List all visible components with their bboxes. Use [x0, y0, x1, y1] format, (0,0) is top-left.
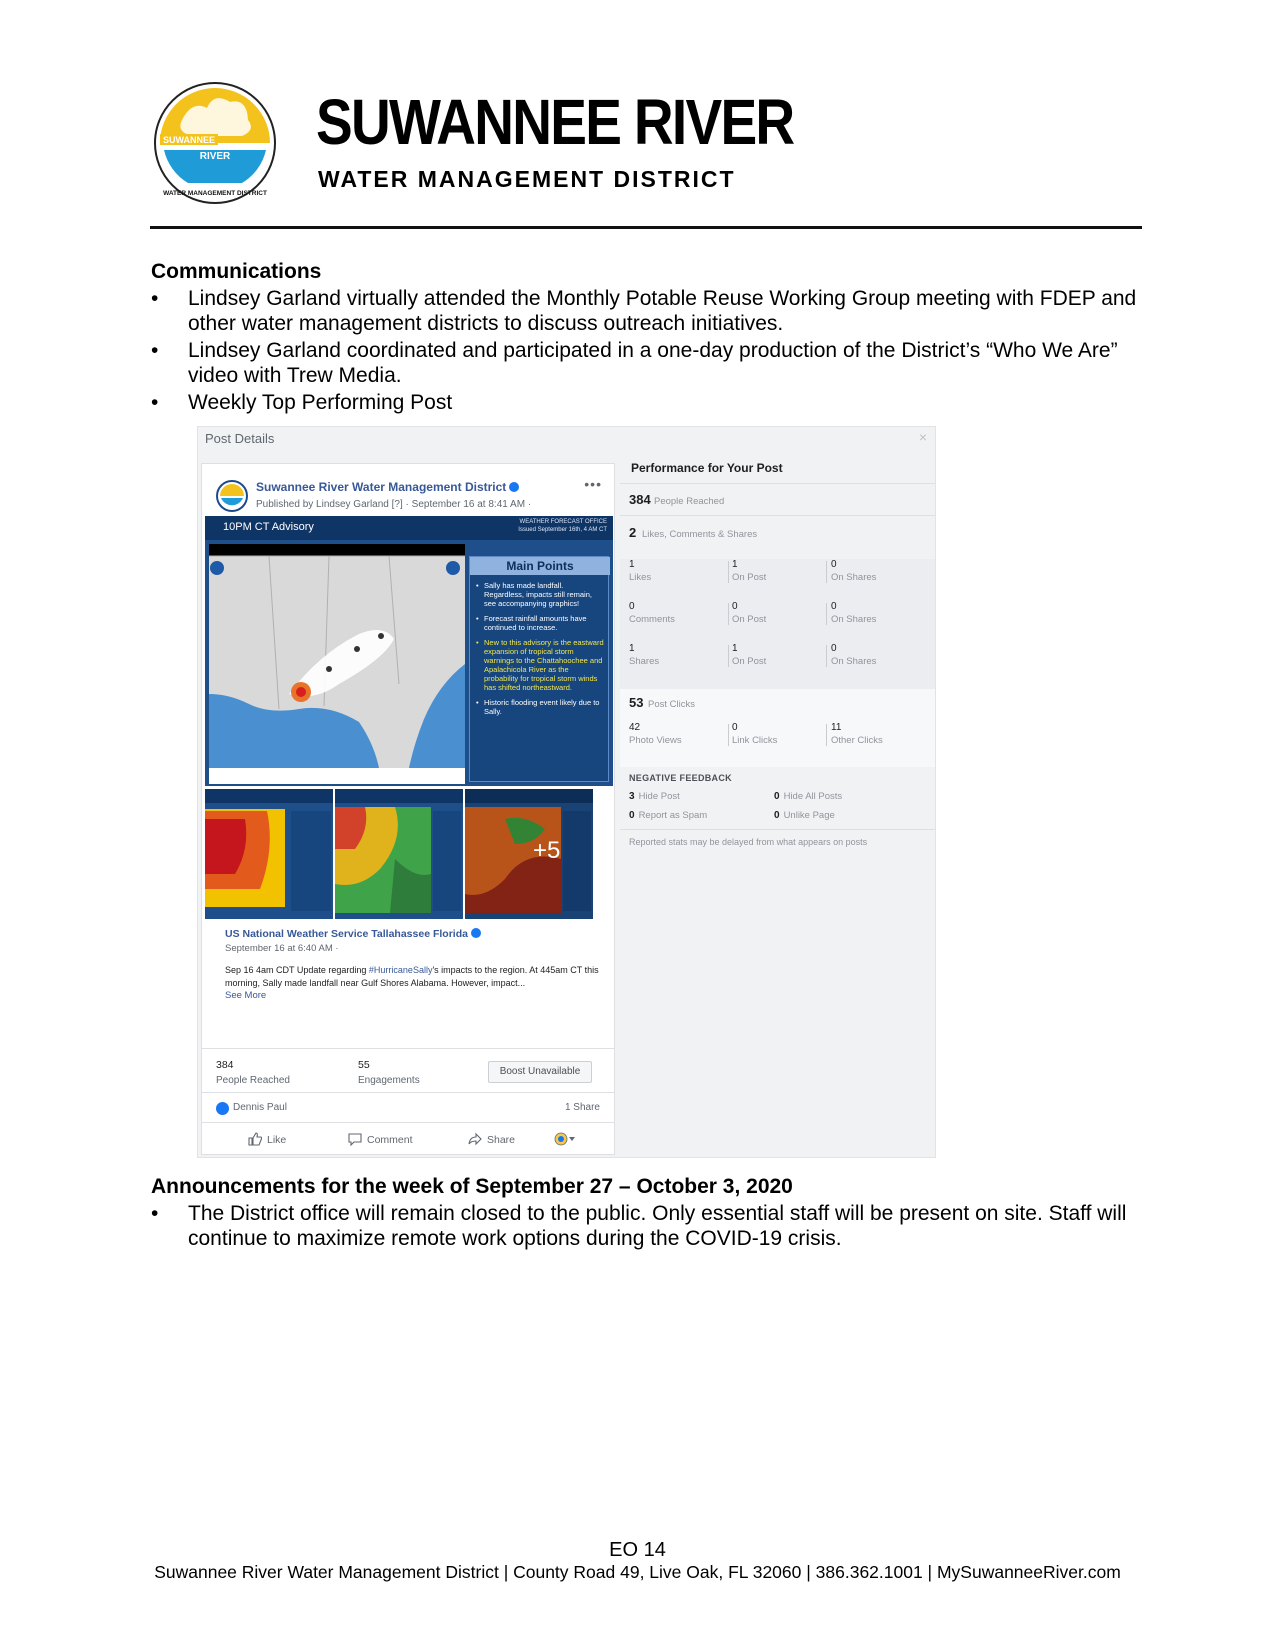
divider — [620, 483, 936, 484]
reaction-selector[interactable] — [554, 1132, 581, 1146]
advisory-label: 10PM CT Advisory — [223, 521, 314, 533]
reached-label: People Reached — [654, 496, 725, 507]
verified-icon — [471, 928, 481, 938]
announcements-title: Announcements for the week of September 27 – October 3, 2020 — [151, 1175, 793, 1198]
shared-post-text: Sep 16 4am CDT Update regarding #HurricaneSally's impacts to the region. At 445am CT this morning, Sally made landfall near Gulf Shores Alabama. However, impact... — [225, 965, 599, 988]
stats-disclaimer: Reported stats may be delayed from what appears on posts — [629, 837, 868, 847]
likes-on-post-label: On Post — [732, 572, 767, 583]
advisory-bar — [205, 516, 613, 540]
svg-text:WATER MANAGEMENT DISTRICT: WATER MANAGEMENT DISTRICT — [163, 190, 267, 197]
post-details-screenshot — [197, 426, 936, 1158]
likes-on-shares-label: On Shares — [831, 572, 877, 583]
forecast-rainfall-thumbnail[interactable] — [465, 789, 593, 919]
link-clicks-value: 0 — [732, 722, 738, 733]
likes-label: Likes — [629, 572, 652, 583]
divider — [728, 561, 729, 583]
district-logo — [152, 80, 278, 206]
post-meta: Published by Lindsey Garland [?] · September 16 at 8:41 AM · — [256, 499, 532, 510]
photo-views-label: Photo Views — [629, 735, 682, 746]
advisory-graphic[interactable] — [205, 516, 613, 786]
likes-value: 1 — [629, 559, 635, 570]
list-item: • The District office will remain closed to the public. Only essential staff will be present on site. Staff will continue to maximize remote work options during the COVID-19 crisis. — [151, 1202, 1127, 1250]
divider — [620, 829, 936, 830]
comment-button[interactable]: Comment — [348, 1132, 413, 1146]
post-actions — [202, 1122, 614, 1154]
comments-on-post-value: 0 — [732, 601, 738, 612]
like-button[interactable]: Like — [248, 1132, 286, 1146]
comments-on-post-label: On Post — [732, 614, 767, 625]
people-reached-value: 384 — [216, 1059, 234, 1071]
svg-text:RIVER: RIVER — [199, 151, 231, 162]
shared-page-name[interactable]: US National Weather Service Tallahassee Florida — [225, 928, 481, 940]
performance-panel — [620, 451, 936, 1155]
post-clicks-box — [620, 689, 936, 767]
other-clicks-value: 11 — [831, 722, 842, 733]
divider — [728, 603, 729, 625]
share-icon — [468, 1132, 482, 1146]
hashtag-link[interactable]: #HurricaneSally — [368, 965, 433, 975]
close-icon[interactable]: × — [918, 429, 927, 445]
org-name: SUWANNEE RIVER — [316, 86, 794, 158]
hide-all-posts-stat: 0 Hide All Posts — [774, 791, 843, 802]
report-spam-stat: 0 Report as Spam — [629, 810, 708, 821]
divider — [826, 561, 827, 583]
comments-value: 0 — [629, 601, 635, 612]
shares-on-post-value: 1 — [732, 643, 738, 654]
list-item: • Historic flooding event likely due to Sally. — [476, 698, 604, 716]
negative-feedback-title: NEGATIVE FEEDBACK — [629, 773, 732, 783]
likes-on-post-value: 1 — [732, 559, 738, 570]
list-item: • Weekly Top Performing Post — [151, 391, 453, 414]
reactions-bar — [202, 1092, 614, 1122]
photo-thumbnails — [205, 789, 613, 919]
divider — [826, 724, 827, 746]
comments-on-shares-label: On Shares — [831, 614, 877, 625]
more-photos-count[interactable]: +5 — [533, 837, 561, 864]
divider — [826, 603, 827, 625]
main-points-list — [476, 581, 604, 722]
shares-on-post-label: On Post — [732, 656, 767, 667]
communications-list — [151, 286, 1151, 417]
header-rule — [150, 226, 1142, 229]
likes-on-shares-value: 0 — [831, 559, 837, 570]
comment-icon — [348, 1132, 362, 1146]
shares-value: 1 — [629, 643, 635, 654]
shared-post — [205, 924, 613, 1014]
people-reached-label: People Reached — [216, 1075, 290, 1086]
avatar[interactable] — [216, 480, 248, 512]
list-item: • Forecast rainfall amounts have continued to increase. — [476, 614, 604, 632]
shares-on-shares-value: 0 — [831, 643, 837, 654]
like-reaction-icon — [216, 1102, 229, 1115]
hide-post-stat: 3 Hide Post — [629, 791, 680, 802]
shared-post-meta: September 16 at 6:40 AM · — [225, 943, 339, 954]
reactor-name[interactable]: Dennis Paul — [233, 1102, 287, 1113]
engagement-grid — [620, 559, 936, 689]
main-points-box — [469, 556, 609, 782]
share-button[interactable]: Share — [468, 1132, 515, 1146]
comments-label: Comments — [629, 614, 675, 625]
other-clicks-label: Other Clicks — [831, 735, 883, 746]
shares-label: Shares — [629, 656, 660, 667]
list-item: • Lindsey Garland coordinated and participated in a one-day production of the District’s “Who We Are” video with Trew Media. — [151, 339, 1118, 387]
post-stats — [202, 1048, 614, 1092]
dialog-title: Post Details — [205, 431, 275, 446]
boost-button[interactable]: Boost Unavailable — [488, 1061, 592, 1083]
engagements-label: Engagements — [358, 1075, 420, 1086]
post-clicks-label: Post Clicks — [648, 699, 695, 710]
photo-views-value: 42 — [629, 722, 641, 733]
unlike-page-stat: 0 Unlike Page — [774, 810, 835, 821]
map-legend — [209, 768, 465, 784]
engagement-value: 2 — [629, 525, 637, 540]
list-item: • Sally has made landfall. Regardless, impacts still remain, see accompanying graphics! — [476, 581, 604, 608]
emoji-dropdown-icon — [554, 1132, 576, 1146]
main-points-title: Main Points — [470, 557, 610, 575]
forecast-office-note: WEATHER FORECAST OFFICE Issued September 16th, 4 AM CT — [518, 519, 607, 533]
page-number: EO 14 — [609, 1539, 666, 1561]
share-count[interactable]: 1 Share — [564, 1102, 600, 1113]
comments-on-shares-value: 0 — [831, 601, 837, 612]
verified-icon — [509, 482, 519, 492]
see-more-link[interactable]: See More — [225, 990, 267, 1001]
page-name[interactable]: Suwannee River Water Management District — [256, 480, 519, 494]
divider — [620, 515, 936, 516]
divider — [826, 645, 827, 667]
footer-address: Suwannee River Water Management District | County Road 49, Live Oak, FL 32060 | 386.362.1001 | MySuwanneeRiver.com — [154, 1562, 1121, 1582]
rainfall-estimates-thumbnail[interactable] — [335, 789, 463, 919]
communications-title: Communications — [151, 260, 322, 283]
divider — [728, 645, 729, 667]
page-avatar-icon — [218, 482, 246, 510]
flooding-threat-thumbnail[interactable] — [205, 789, 333, 919]
link-clicks-label: Link Clicks — [732, 735, 778, 746]
divider — [728, 724, 729, 746]
list-item: • Lindsey Garland virtually attended the Monthly Potable Reuse Working Group meeting with FDEP and other water management districts to discuss outreach initiatives. — [151, 287, 1137, 335]
engagements-value: 55 — [358, 1059, 370, 1071]
list-item: • New to this advisory is the eastward expansion of tropical storm warnings to the Chattahoochee and Apalachicola River as the probability for tropical storm winds has shifted northeastward. — [476, 638, 604, 692]
engagement-label: Likes, Comments & Shares — [642, 529, 758, 540]
thumbs-up-icon — [248, 1132, 262, 1146]
shares-on-shares-label: On Shares — [831, 656, 877, 667]
more-options-icon[interactable]: ••• — [584, 476, 602, 492]
reached-value: 384 — [629, 492, 651, 507]
post-card — [201, 463, 615, 1155]
announcements-list — [151, 1201, 1151, 1253]
svg-text:SUWANNEE: SUWANNEE — [162, 135, 216, 145]
forecast-cone-map — [209, 544, 465, 768]
performance-title: Performance for Your Post — [631, 461, 783, 475]
post-clicks-value: 53 — [629, 695, 644, 710]
org-subtitle: WATER MANAGEMENT DISTRICT — [318, 166, 736, 192]
